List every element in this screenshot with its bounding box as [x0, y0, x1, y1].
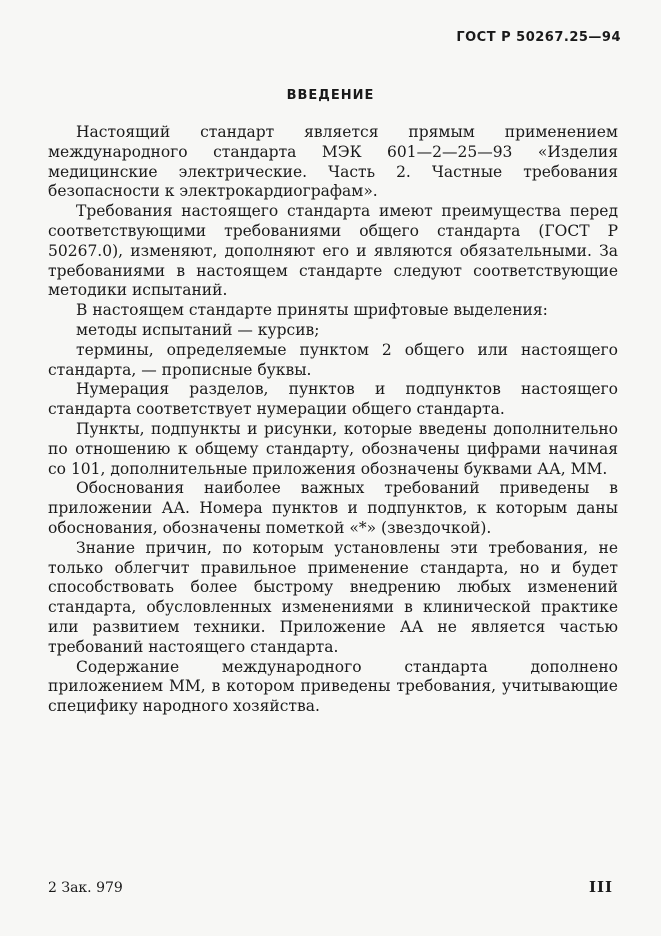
paragraph-4: методы испытаний — курсив;	[76, 320, 320, 339]
paragraph-10: Содержание международного стандарта дополнено приложением ММ, в котором приведены требования, учитывающие специфику народного хозяйства.	[48, 657, 618, 716]
paragraph-2: Требования настоящего стандарта имеют преимущества перед соответствующими требованиями общего стандарта (ГОСТ Р 50267.0), изменяют, дополняют его и являются обязательными. За требованиями в настоящем стандарте следуют соответствующие методики испытаний.	[48, 202, 618, 300]
paragraph-5: термины, определяемые пунктом 2 общего или настоящего стандарта, — прописные буквы.	[48, 340, 618, 379]
paragraph-7: Пункты, подпункты и рисунки, которые введены дополнительно по отношению к общему стандарту, обозначены цифрами начиная со 101, дополнительные приложения обозначены буквами АА, ММ.	[48, 419, 618, 478]
document-code: ГОСТ Р 50267.25—94	[456, 30, 621, 45]
paragraph-3: В настоящем стандарте приняты шрифтовые выделения:	[76, 301, 548, 320]
paragraph-1: Настоящий стандарт является прямым применением международного стандарта МЭК 601—2—25—93 «Изделия медицинские электрические. Часть 2. Частные требования безопасности к электрокардиографам».	[48, 123, 618, 201]
paragraph-6: Нумерация разделов, пунктов и подпунктов настоящего стандарта соответствует нумерации общего стандарта.	[48, 380, 618, 419]
paragraph-9: Знание причин, по которым установлены эти требования, не только облегчит правильное применение стандарта, но и будет способствовать более быстрому внедрению любых изменений стандарта, обусловленных изменениями в клинической практике или развитием техники. Приложение АА не является частью требований настоящего стандарта.	[48, 538, 618, 656]
introduction-body	[48, 123, 618, 717]
paragraph-8: Обоснования наиболее важных требований приведены в приложении АА. Номера пунктов и подпунктов, к которым даны обоснования, обозначены пометкой «*» (звездочкой).	[48, 479, 618, 537]
section-title: ВВЕДЕНИЕ	[286, 88, 375, 103]
order-number: 2 Зак. 979	[48, 880, 123, 896]
page-number: III	[588, 878, 613, 896]
